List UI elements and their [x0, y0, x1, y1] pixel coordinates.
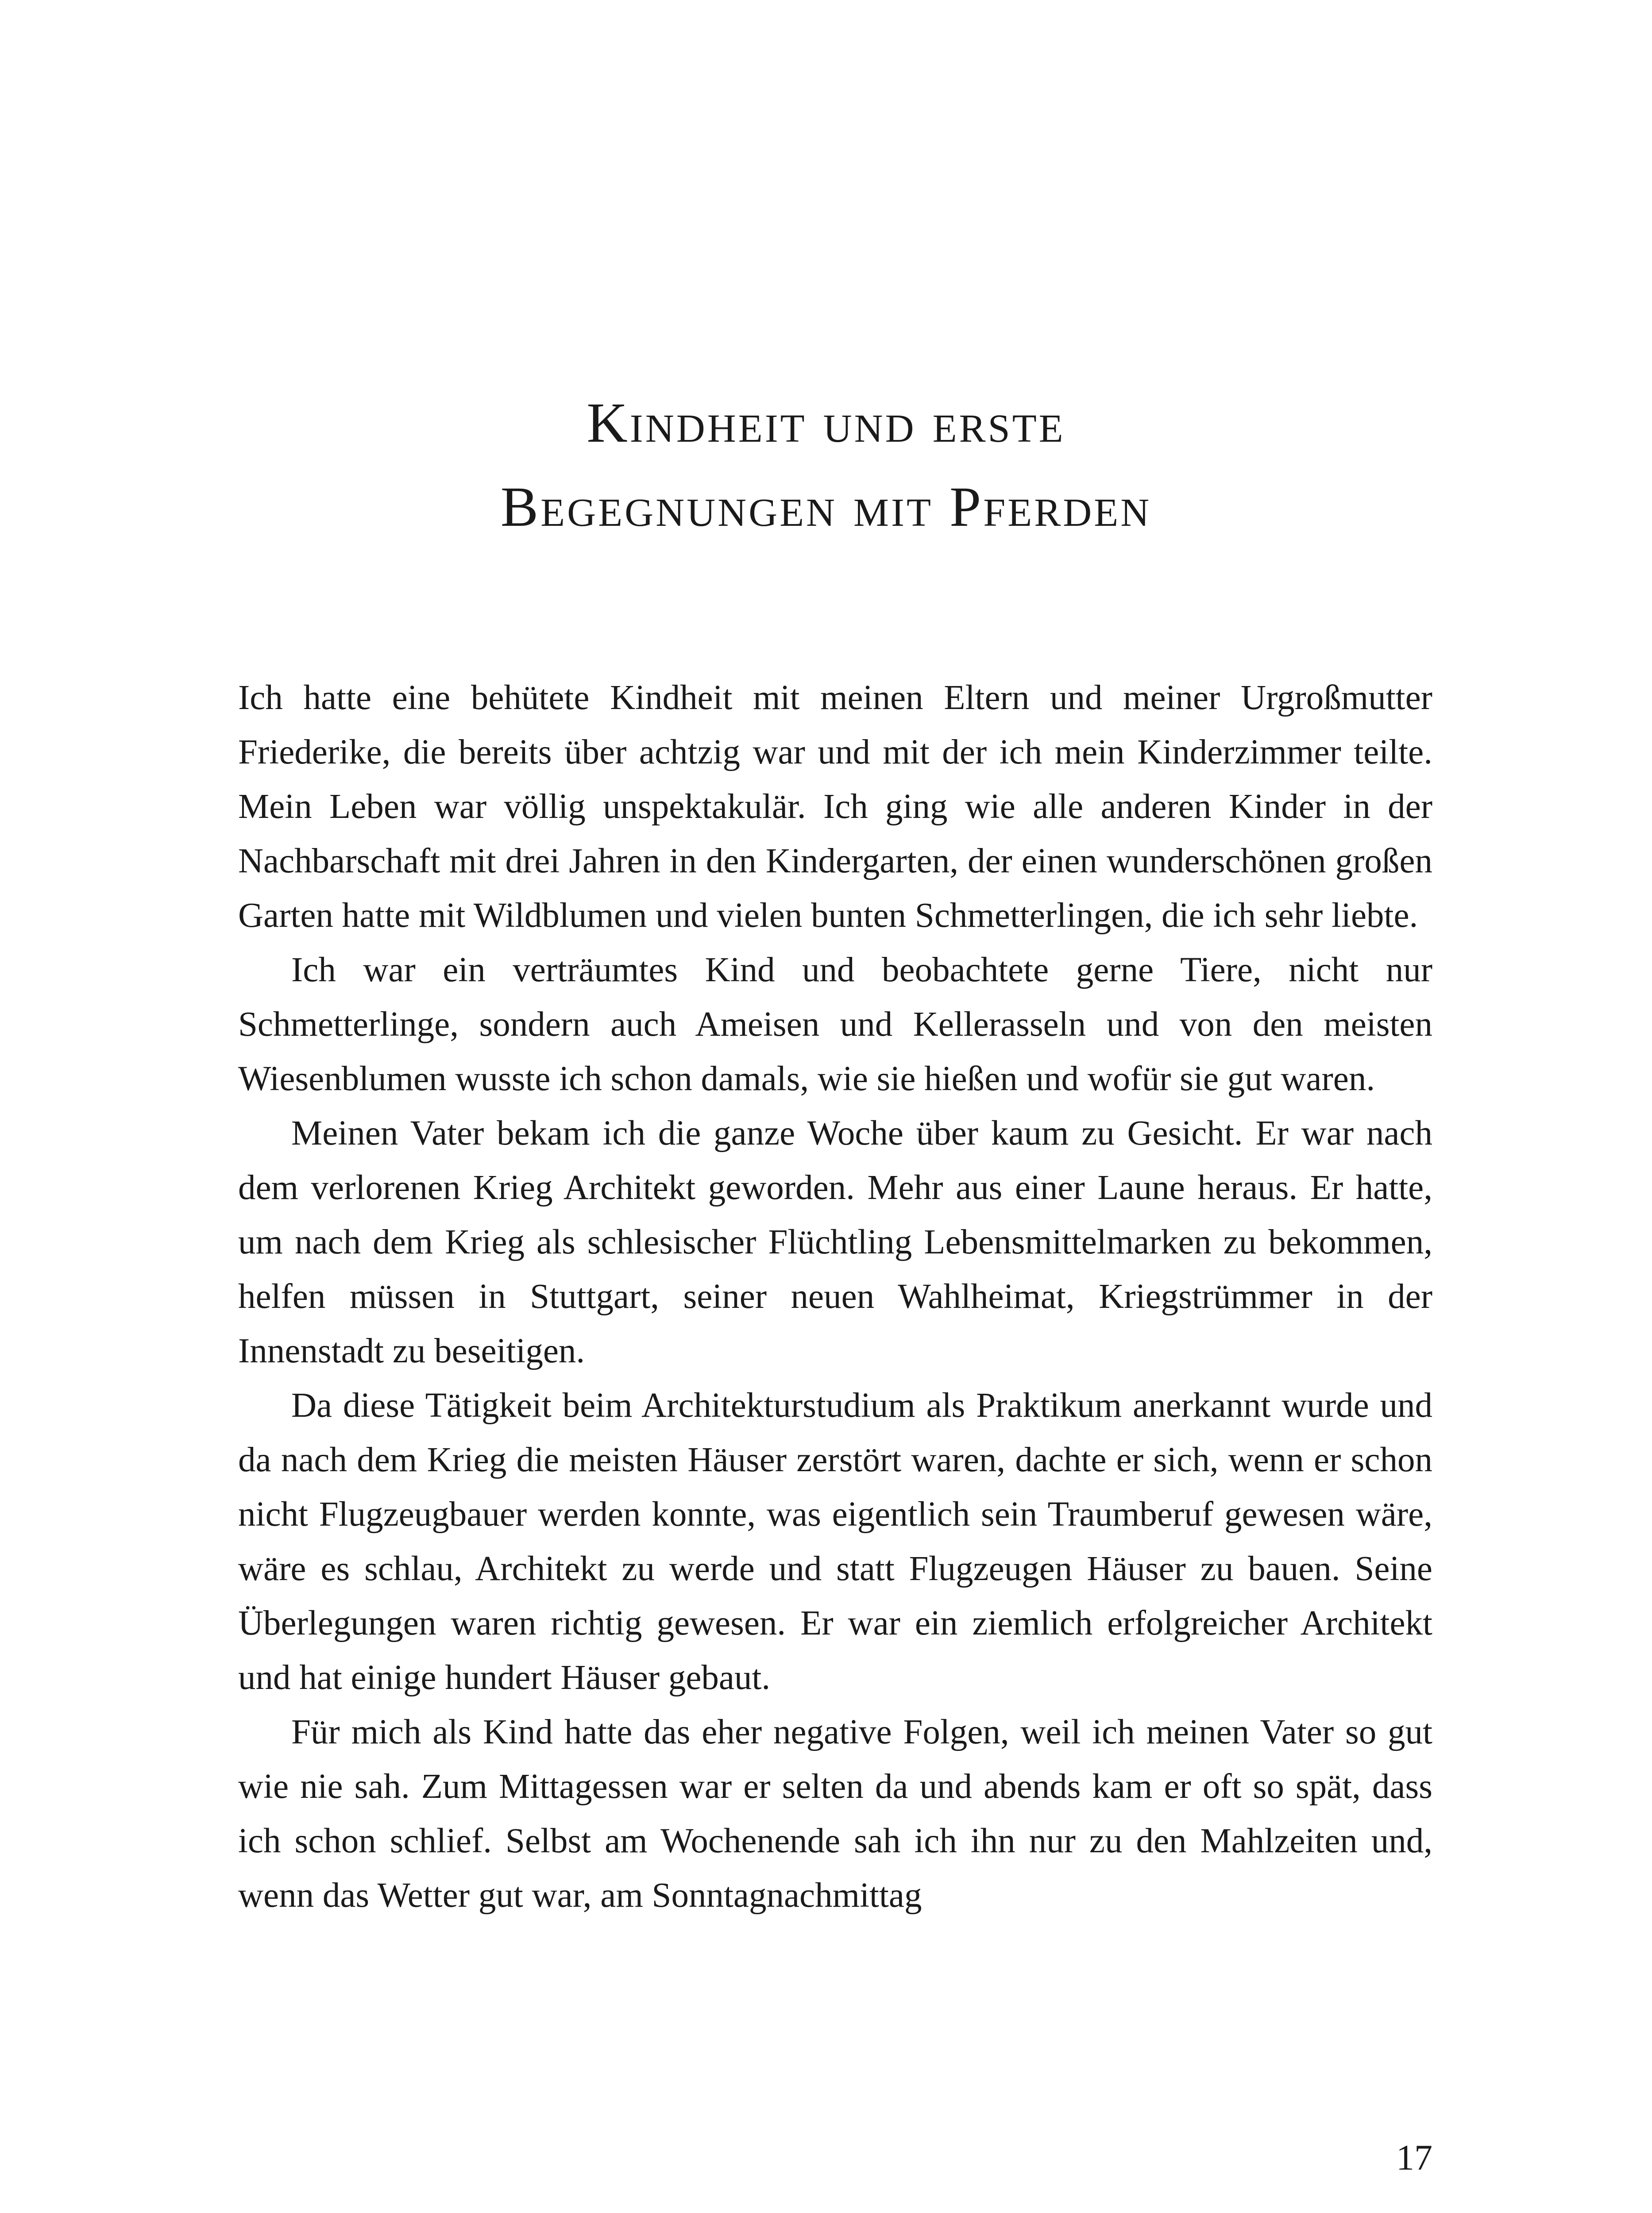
- paragraph-4: Da diese Tätigkeit beim Architekturstudium als Praktikum anerkannt wurde und da nach dem Krieg die meisten Häuser zerstört waren, dachte er sich, wenn er schon nicht Flugzeugbauer werden konnte, was eigentlich sein Traumberuf gewesen wäre, wäre es schlau, Architekt zu werde und statt Flugzeugen Häuser zu bauen. Seine Überlegungen waren richtig gewesen. Er war ein ziemlich erfolgreicher Architekt und hat einige hundert Häuser gebaut.: [238, 1386, 1432, 1697]
- chapter-title-line-1: Kindheit und erste: [587, 391, 1065, 454]
- paragraph-1: Ich hatte eine behütete Kindheit mit meinen Eltern und meiner Urgroßmutter Friederike, die bereits über achtzig war und mit der ich mein Kinderzimmer teilte. Mein Leben war völlig unspektakulär. Ich ging wie alle anderen Kinder in der Nachbarschaft mit drei Jahren in den Kindergarten, der einen wunderschönen großen Garten hatte mit Wildblumen und vielen bunten Schmetterlingen, die ich sehr liebte.: [238, 679, 1432, 935]
- page-number: 17: [1396, 2137, 1432, 2178]
- chapter-title-line-2: Begegnungen mit Pferden: [500, 475, 1152, 538]
- paragraph-2: Ich war ein verträumtes Kind und beobachtete gerne Tiere, nicht nur Schmetterlinge, sondern auch Ameisen und Kellerasseln und von den meisten Wiesenblumen wusste ich schon damals, wie sie hießen und wofür sie gut waren.: [238, 951, 1432, 1098]
- body-text: [238, 671, 1432, 1923]
- chapter-title: [0, 381, 1652, 549]
- paragraph-3: Meinen Vater bekam ich die ganze Woche über kaum zu Gesicht. Er war nach dem verlorenen Krieg Architekt geworden. Mehr aus einer Laune heraus. Er hatte, um nach dem Krieg als schlesischer Flüchtling Lebensmittelmarken zu bekommen, helfen müssen in Stuttgart, seiner neuen Wahlheimat, Kriegstrümmer in der Innenstadt zu beseitigen.: [238, 1114, 1432, 1370]
- paragraph-5: Für mich als Kind hatte das eher negative Folgen, weil ich meinen Vater so gut wie nie sah. Zum Mittagessen war er selten da und abends kam er oft so spät, dass ich schon schlief. Selbst am Wochenende sah ich ihn nur zu den Mahlzeiten und, wenn das Wetter gut war, am Sonntagnachmittag: [238, 1713, 1432, 1915]
